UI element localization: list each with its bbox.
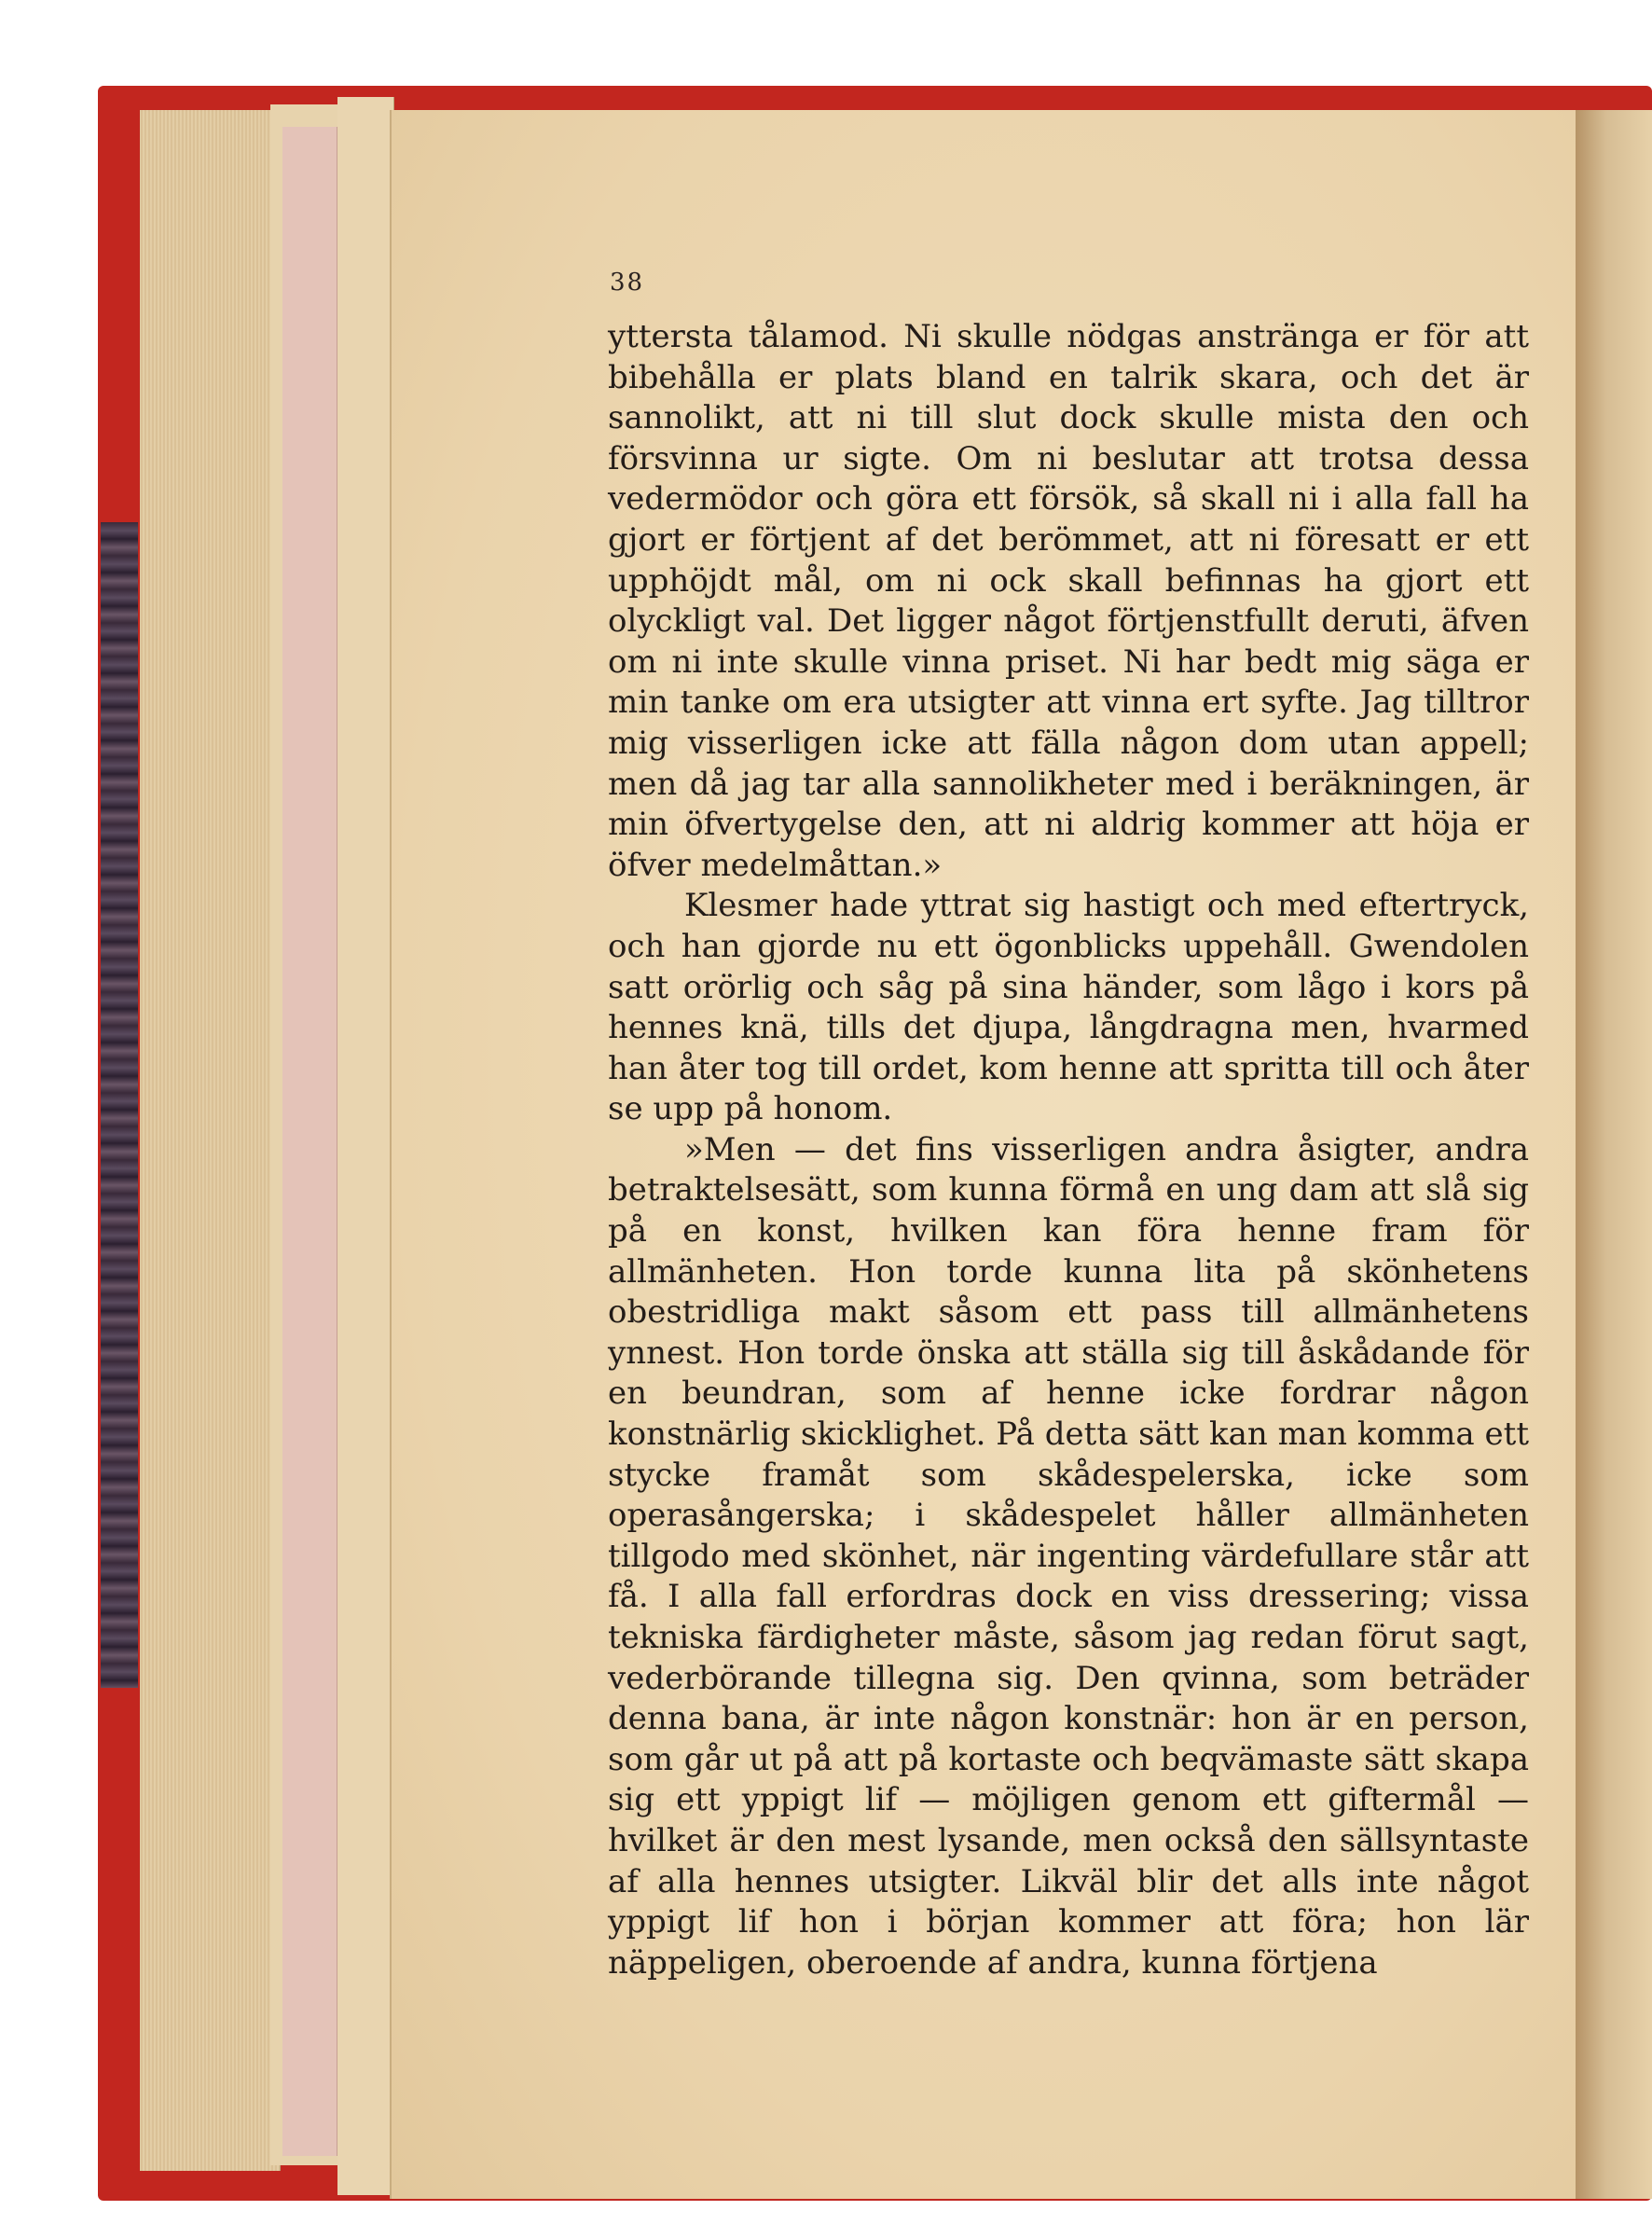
paragraph-1: yttersta tålamod. Ni skulle nödgas anstränga er för att bibehålla er plats bland en talrik skara, och det är sannolikt, att ni till slut dock skulle mista den och försvinna ur sigte. Om ni beslutar att trotsa dessa vedermödor och göra ett försök, så skall ni i alla fall ha gjort er förtjent af det berömmet, att ni föresatt er ett upphöjdt mål, om ni ock skall befinnas ha gjort ett olyckligt val. Det ligger något förtjenstfullt deruti, äfven om ni inte skulle vinna priset. Ni har bedt mig säga er min tanke om era utsigter att vinna ert syfte. Jag tilltror mig visserligen icke att fälla någon dom utan appell; men då jag tar alla sannolikheter med i beräkningen, är min öfvertygelse den, att ni aldrig kommer att höja er öfver medelmåttan.» — [608, 318, 1529, 884]
paragraph-2: Klesmer hade yttrat sig hastigt och med eftertryck, och han gjorde nu ett ögonblicks uppehåll. Gwendolen satt orörlig och såg på sina händer, som lågo i kors på hennes knä, tills det djupa, långdragna men, hvarmed han åter tog till ordet, kom henne att spritta till och åter se upp på honom. — [608, 887, 1529, 1128]
page-edges-near — [337, 97, 394, 2195]
paragraph-3: »Men — det fins visserligen andra åsigter, andra betraktelsesätt, som kunna förmå en ung dam att slå sig på en konst, hvilken kan föra henne fram för allmänheten. Hon torde kunna lita på skönhetens obestridliga makt såsom ett pass till allmänhetens ynnest. Hon torde önska att ställa sig till åskådande för en beundran, som af henne icke fordrar någon konstnärlig skicklighet. På detta sätt kan man komma ett stycke framåt som skådespelerska, icke som operasångerska; i skådespelet håller allmänheten tillgodo med skönhet, när ingenting värdefullare står att få. I alla fall erfordras dock en viss dressering; vissa tekniska färdigheter måste, såsom jag redan förut sagt, vederbörande tillegna sig. Den qvinna, som beträder denna bana, är inte någon konstnär: hon är en person, som går ut på att på kortaste och beqvämaste sätt skapa sig ett yppigt lif — möjligen genom ett giftermål — hvilket är den mest lysande, men också den sällsyntaste af alla hennes utsigter. Likväl blir det alls inte något yppigt lif hon i början kommer att föra; hon lär näppeligen, oberoende af andra, kunna förtjena — [608, 1130, 1529, 1982]
page-edges-left — [140, 110, 281, 2171]
page-number: 38 — [610, 269, 645, 297]
page-text — [608, 317, 1529, 1983]
page-gutter — [1576, 110, 1652, 2199]
pink-leaf-edge — [282, 127, 337, 2156]
marbled-edge — [101, 522, 138, 1688]
